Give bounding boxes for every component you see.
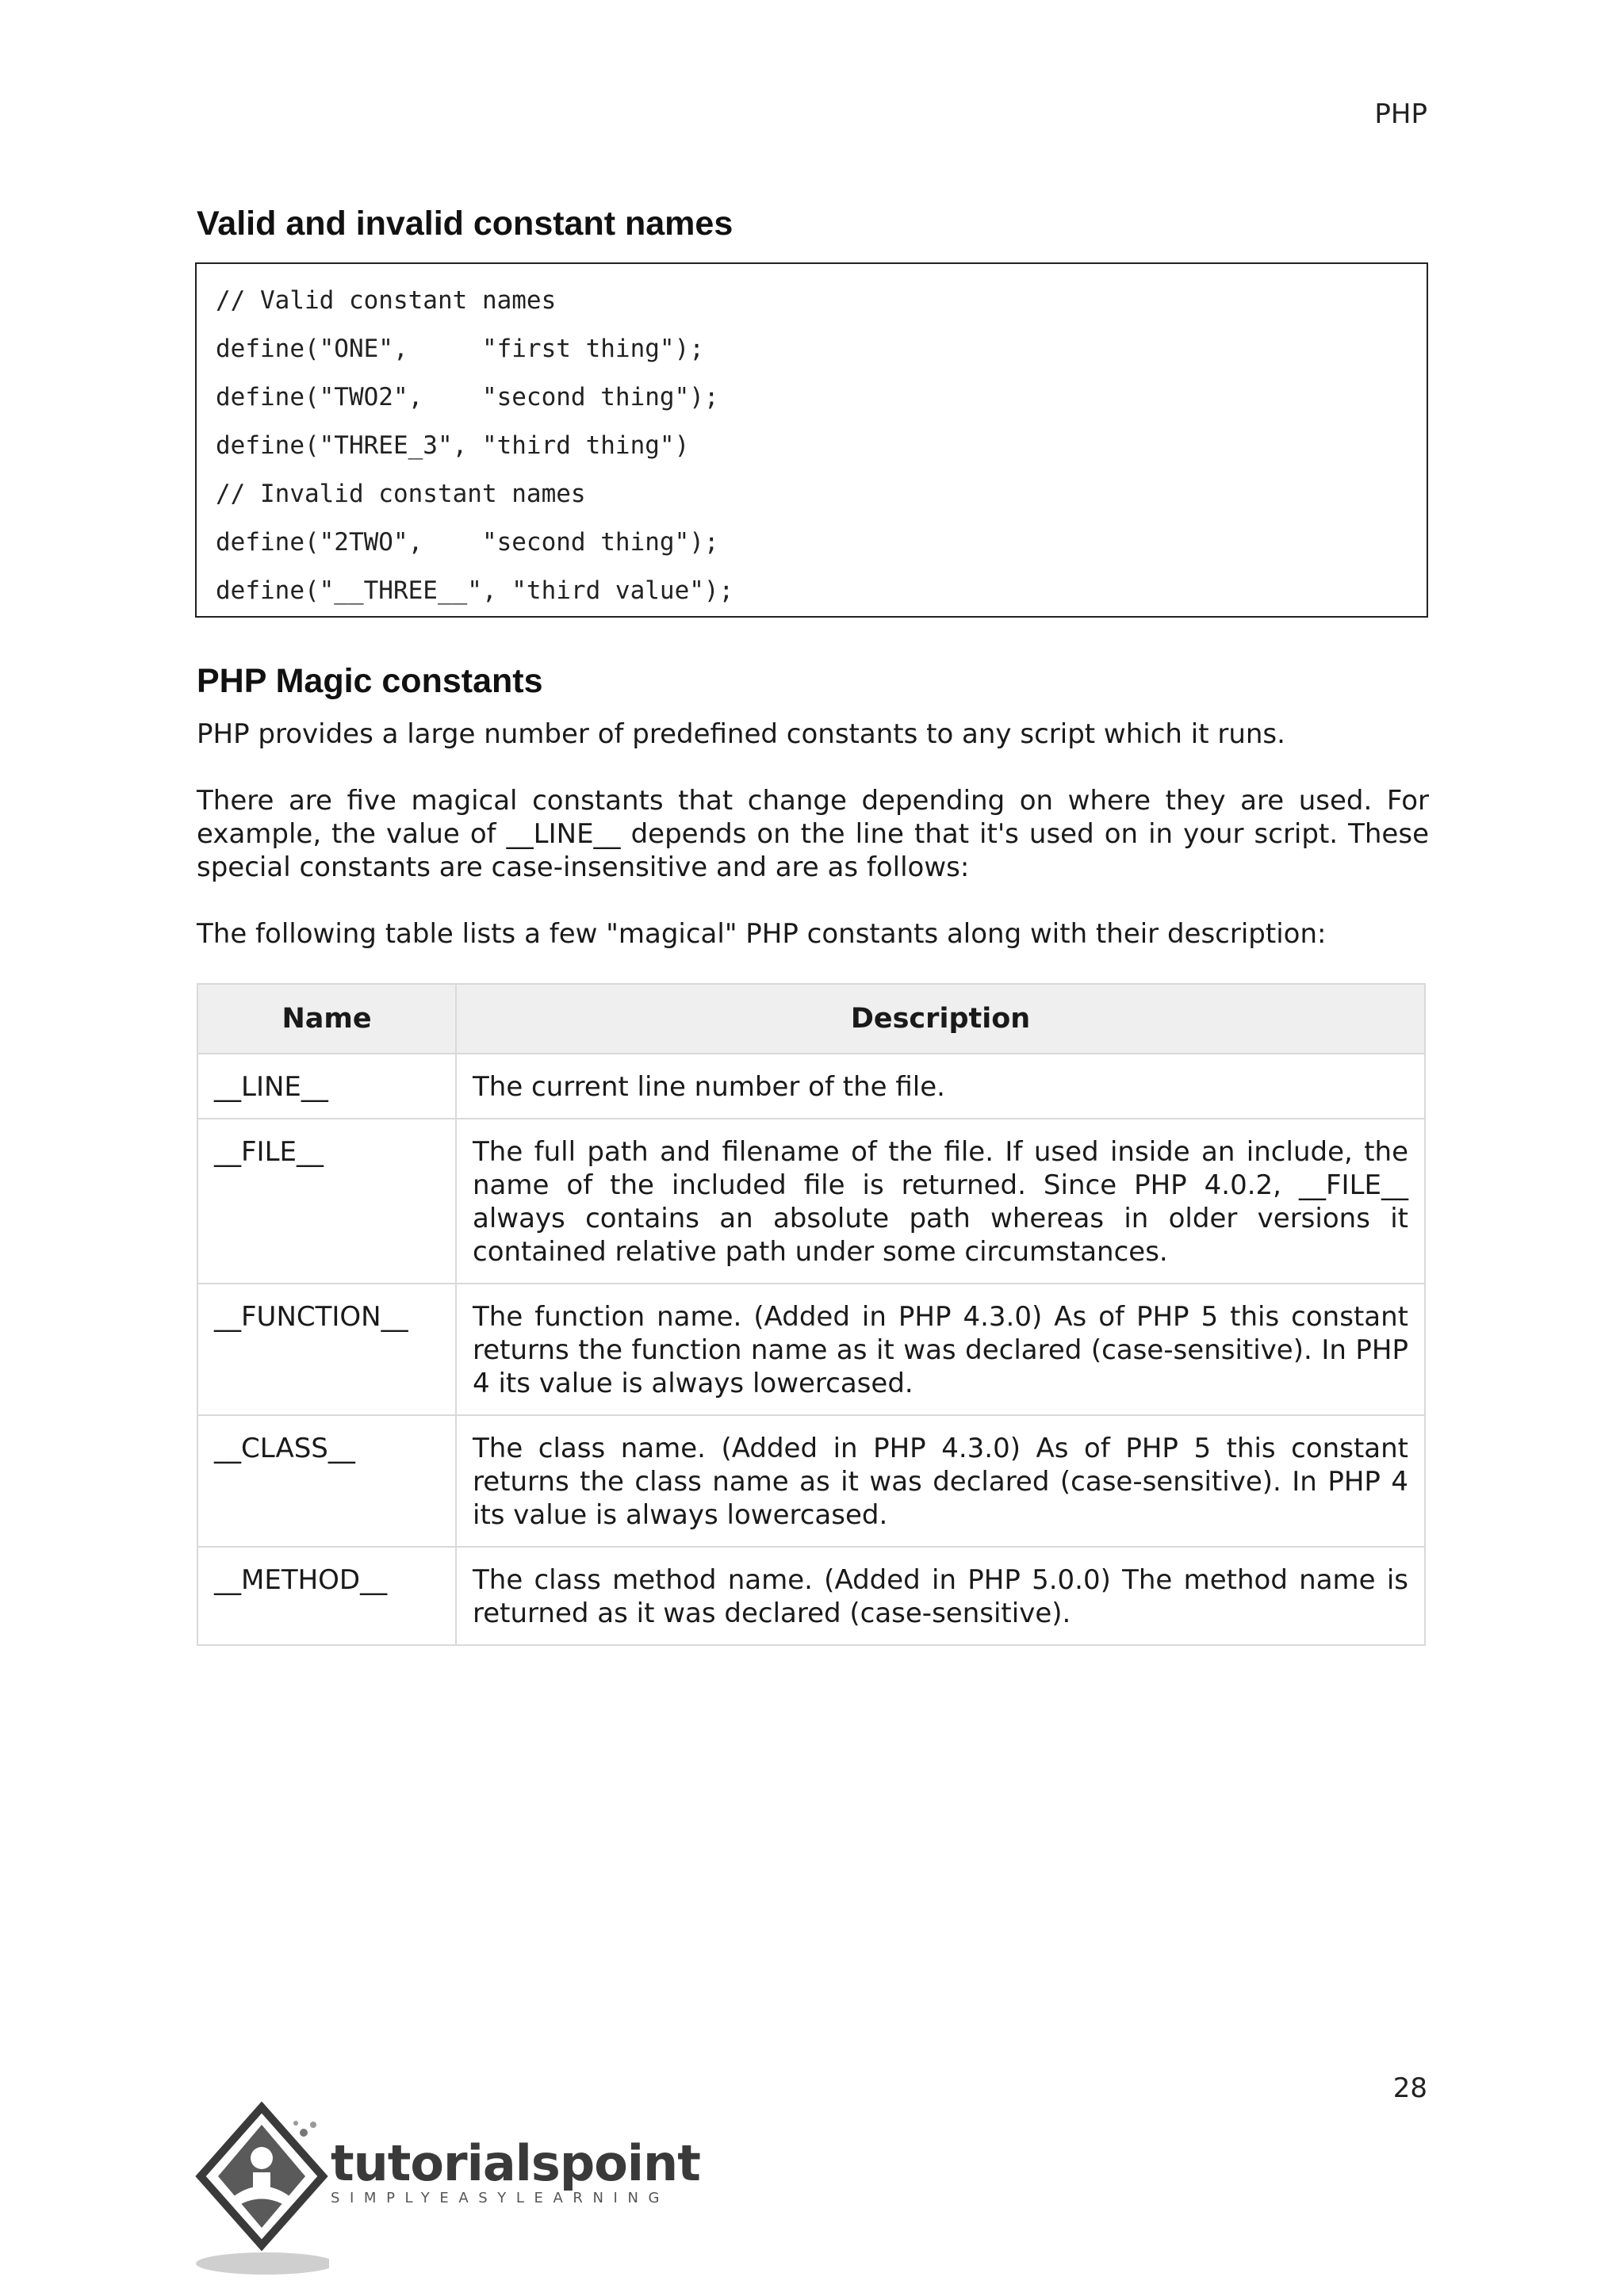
table-header-row	[197, 984, 1425, 1054]
table-row	[197, 1054, 1425, 1119]
column-header-description: Description	[456, 984, 1425, 1054]
table-row	[197, 1415, 1425, 1547]
column-header-name: Name	[197, 984, 456, 1054]
code-line: define("TWO2", "second thing");	[216, 383, 719, 411]
constant-description-cell: The class name. (Added in PHP 4.3.0) As of PHP 5 this constant returns the class name as it was declared (case-sensitive). In PHP 4 its value is always lowercased.	[456, 1415, 1425, 1547]
tutorialspoint-logo	[194, 2101, 700, 2283]
magic-constants-table	[197, 983, 1426, 1646]
paragraph-table-intro: The following table lists a few "magical" PHP constants along with their description:	[197, 918, 1327, 950]
constant-name-cell: __CLASS__	[197, 1415, 456, 1547]
constant-description-cell: The current line number of the file.	[456, 1054, 1425, 1119]
constant-description-cell: The full path and filename of the file. If used inside an include, the name of the included file is returned. Since PHP 4.0.2, __FILE__ always contains an absolute path whereas in older versions it contained relative path under some circumstances.	[456, 1119, 1425, 1284]
code-line: // Invalid constant names	[216, 480, 586, 508]
constant-name-cell: __LINE__	[197, 1054, 456, 1119]
constant-description-cell: The function name. (Added in PHP 4.3.0) As of PHP 5 this constant returns the function name as it was declared (case-sensitive). In PHP 4 its value is always lowercased.	[456, 1284, 1425, 1415]
logo-diamond-icon	[194, 2101, 329, 2283]
logo-wordmark: tutorialspoint	[331, 2134, 700, 2192]
code-block	[195, 262, 1428, 618]
table-row	[197, 1284, 1425, 1415]
section-heading-valid-names: Valid and invalid constant names	[197, 205, 733, 243]
constant-description-cell: The class method name. (Added in PHP 5.0.0) The method name is returned as it was declared (case-sensitive).	[456, 1547, 1425, 1645]
code-line: define("ONE", "first thing");	[216, 335, 704, 363]
paragraph-intro: PHP provides a large number of predefined constants to any script which it runs.	[197, 718, 1285, 750]
table-row	[197, 1547, 1425, 1645]
page-number: 28	[1392, 2072, 1427, 2104]
table-row	[197, 1119, 1425, 1284]
constant-name-cell: __FUNCTION__	[197, 1284, 456, 1415]
logo-tagline: SIMPLYEASYLEARNING	[331, 2190, 670, 2206]
code-line: define("2TWO", "second thing");	[216, 528, 719, 557]
code-line: // Valid constant names	[216, 286, 557, 315]
code-line: define("__THREE__", "third value");	[216, 576, 734, 605]
section-heading-magic-constants: PHP Magic constants	[197, 662, 543, 700]
constant-name-cell: __METHOD__	[197, 1547, 456, 1645]
code-line: define("THREE_3", "third thing")	[216, 431, 690, 460]
constant-name-cell: __FILE__	[197, 1119, 456, 1284]
paragraph-five-constants: There are five magical constants that change depending on where they are used. For example, the value of __LINE__ depends on the line that it's used on in your script. These special constants are case-insensitive and are as follows:	[197, 785, 1429, 883]
running-header: PHP	[1374, 98, 1427, 130]
